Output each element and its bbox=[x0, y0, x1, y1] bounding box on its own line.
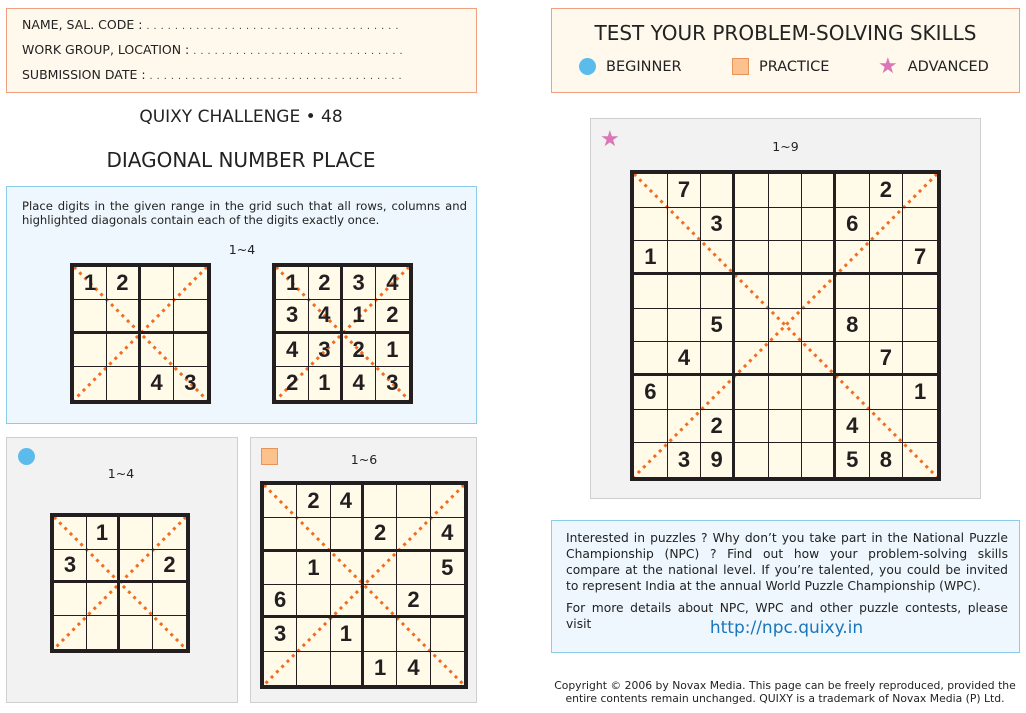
given-digit-cell[interactable]: 4 bbox=[836, 410, 870, 444]
empty-cell[interactable] bbox=[634, 410, 668, 444]
empty-cell[interactable] bbox=[431, 618, 464, 651]
star-icon: ★ bbox=[600, 127, 620, 152]
given-digit-cell[interactable]: 2 bbox=[870, 174, 904, 208]
empty-cell[interactable] bbox=[735, 241, 769, 275]
empty-cell[interactable] bbox=[174, 334, 207, 367]
empty-cell[interactable] bbox=[668, 376, 702, 410]
skills-title: TEST YOUR PROBLEM-SOLVING SKILLS bbox=[594, 21, 977, 45]
level-beginner bbox=[579, 58, 682, 75]
empty-cell[interactable] bbox=[903, 275, 937, 309]
empty-cell[interactable] bbox=[634, 443, 668, 477]
given-digit-cell[interactable]: 8 bbox=[836, 309, 870, 343]
empty-cell[interactable] bbox=[331, 652, 364, 685]
empty-cell[interactable] bbox=[870, 241, 904, 275]
empty-cell[interactable] bbox=[735, 275, 769, 309]
level-advanced bbox=[878, 54, 989, 79]
empty-cell[interactable] bbox=[87, 583, 120, 616]
field-dots: . . . . . . . . . . . . . . . . . . . . . . . . . . . . . . . . . . . . bbox=[149, 70, 403, 82]
given-digit-cell[interactable]: 2 bbox=[376, 300, 409, 333]
beginner-grid bbox=[50, 513, 190, 653]
given-digit-cell[interactable]: 9 bbox=[701, 443, 735, 477]
empty-cell[interactable] bbox=[87, 550, 120, 583]
given-digit-cell[interactable]: 2 bbox=[397, 585, 430, 618]
example-range: 1~4 bbox=[228, 242, 256, 257]
given-digit-cell[interactable]: 2 bbox=[343, 334, 376, 367]
empty-cell[interactable] bbox=[668, 275, 702, 309]
given-digit-cell[interactable]: 6 bbox=[634, 376, 668, 410]
empty-cell[interactable] bbox=[107, 300, 140, 333]
empty-cell[interactable] bbox=[802, 309, 836, 343]
empty-cell[interactable] bbox=[397, 552, 430, 585]
given-digit-cell[interactable]: 4 bbox=[309, 300, 342, 333]
given-digit-cell[interactable]: 2 bbox=[701, 410, 735, 444]
empty-cell[interactable] bbox=[141, 300, 174, 333]
empty-cell[interactable] bbox=[735, 443, 769, 477]
field-label: NAME, SAL. CODE : bbox=[22, 17, 143, 32]
practice-range: 1~6 bbox=[350, 452, 378, 467]
npc-link[interactable]: http://npc.quixy.in bbox=[709, 618, 864, 638]
empty-cell[interactable] bbox=[634, 275, 668, 309]
empty-cell[interactable] bbox=[634, 174, 668, 208]
empty-cell[interactable] bbox=[769, 376, 803, 410]
star-icon: ★ bbox=[878, 54, 898, 79]
empty-cell[interactable] bbox=[107, 367, 140, 400]
empty-cell[interactable] bbox=[735, 410, 769, 444]
empty-cell[interactable] bbox=[297, 585, 330, 618]
empty-cell[interactable] bbox=[802, 241, 836, 275]
empty-cell[interactable] bbox=[431, 652, 464, 685]
empty-cell[interactable] bbox=[802, 275, 836, 309]
empty-cell[interactable] bbox=[174, 267, 207, 300]
empty-cell[interactable] bbox=[153, 517, 186, 550]
empty-cell[interactable] bbox=[735, 208, 769, 242]
empty-cell[interactable] bbox=[836, 275, 870, 309]
empty-cell[interactable] bbox=[74, 300, 107, 333]
given-digit-cell[interactable]: 4 bbox=[668, 342, 702, 376]
given-digit-cell[interactable]: 1 bbox=[309, 367, 342, 400]
npc-info-box bbox=[551, 520, 1020, 653]
given-digit-cell[interactable]: 3 bbox=[309, 334, 342, 367]
square-icon bbox=[732, 58, 749, 75]
given-digit-cell[interactable]: 2 bbox=[107, 267, 140, 300]
empty-cell[interactable] bbox=[364, 485, 397, 518]
empty-cell[interactable] bbox=[903, 208, 937, 242]
empty-cell[interactable] bbox=[668, 309, 702, 343]
given-digit-cell[interactable]: 3 bbox=[54, 550, 87, 583]
puzzle-title: DIAGONAL NUMBER PLACE bbox=[106, 148, 376, 172]
empty-cell[interactable] bbox=[769, 208, 803, 242]
given-digit-cell[interactable]: 3 bbox=[184, 370, 197, 396]
given-digit-cell[interactable]: 6 bbox=[836, 208, 870, 242]
empty-cell[interactable] bbox=[120, 550, 153, 583]
empty-cell[interactable] bbox=[264, 518, 297, 551]
empty-cell[interactable] bbox=[701, 174, 735, 208]
empty-cell[interactable] bbox=[87, 616, 120, 649]
given-digit-cell[interactable]: 4 bbox=[431, 518, 464, 551]
given-digit-cell[interactable]: 1 bbox=[343, 300, 376, 333]
field-label: WORK GROUP, LOCATION : bbox=[22, 42, 190, 57]
advanced-grid bbox=[630, 170, 941, 481]
empty-cell[interactable] bbox=[701, 342, 735, 376]
empty-cell[interactable] bbox=[802, 443, 836, 477]
empty-cell[interactable] bbox=[264, 552, 297, 585]
given-digit-cell[interactable]: 7 bbox=[903, 241, 937, 275]
given-digit-cell[interactable]: 1 bbox=[364, 652, 397, 685]
given-digit-cell[interactable]: 5 bbox=[701, 309, 735, 343]
empty-cell[interactable] bbox=[107, 334, 140, 367]
given-digit-cell[interactable]: 2 bbox=[309, 267, 342, 300]
empty-cell[interactable] bbox=[331, 518, 364, 551]
form-field-date[interactable] bbox=[22, 67, 402, 82]
empty-cell[interactable] bbox=[903, 410, 937, 444]
empty-cell[interactable] bbox=[870, 208, 904, 242]
empty-cell[interactable] bbox=[120, 583, 153, 616]
empty-cell[interactable] bbox=[364, 552, 397, 585]
given-digit-cell[interactable]: 6 bbox=[264, 585, 297, 618]
given-digit-cell[interactable]: 7 bbox=[870, 342, 904, 376]
given-digit-cell[interactable]: 7 bbox=[668, 174, 702, 208]
empty-cell[interactable] bbox=[141, 334, 174, 367]
given-digit-cell[interactable]: 3 bbox=[701, 208, 735, 242]
empty-cell[interactable] bbox=[769, 443, 803, 477]
empty-cell[interactable] bbox=[701, 275, 735, 309]
empty-cell[interactable] bbox=[364, 618, 397, 651]
empty-cell[interactable] bbox=[54, 517, 87, 550]
practice-grid bbox=[260, 481, 468, 689]
empty-cell[interactable] bbox=[836, 174, 870, 208]
empty-cell[interactable] bbox=[297, 618, 330, 651]
level-practice bbox=[732, 58, 829, 75]
empty-cell[interactable] bbox=[836, 342, 870, 376]
empty-cell[interactable] bbox=[153, 583, 186, 616]
empty-cell[interactable] bbox=[397, 518, 430, 551]
level-label: BEGINNER bbox=[606, 58, 682, 75]
empty-cell[interactable] bbox=[870, 309, 904, 343]
empty-cell[interactable] bbox=[120, 616, 153, 649]
empty-cell[interactable] bbox=[634, 208, 668, 242]
challenge-number: QUIXY CHALLENGE • 48 bbox=[139, 107, 343, 127]
empty-cell[interactable] bbox=[903, 174, 937, 208]
empty-cell[interactable] bbox=[364, 585, 397, 618]
empty-cell[interactable] bbox=[174, 300, 207, 333]
empty-cell[interactable] bbox=[634, 309, 668, 343]
copyright-text: Copyright © 2006 by Novax Media. This page can be freely reproduced, provided the entire contents remain unchanged. QUIXY is a trademark of Novax Media (P) Ltd. bbox=[554, 679, 1016, 705]
empty-cell[interactable] bbox=[769, 309, 803, 343]
empty-cell[interactable] bbox=[297, 652, 330, 685]
given-digit-cell[interactable]: 1 bbox=[297, 552, 330, 585]
given-digit-cell[interactable]: 4 bbox=[141, 367, 174, 400]
given-digit-cell[interactable]: 3 bbox=[343, 267, 376, 300]
npc-details: For more details about NPC, WPC and other puzzle contests, please visit bbox=[566, 601, 1008, 631]
given-digit-cell[interactable]: 1 bbox=[634, 241, 668, 275]
level-label: PRACTICE bbox=[759, 58, 830, 75]
field-dots: . . . . . . . . . . . . . . . . . . . . . . . . . . . . . . . . . . . . bbox=[146, 20, 399, 32]
given-digit-cell[interactable]: 4 bbox=[276, 334, 309, 367]
empty-cell[interactable] bbox=[431, 585, 464, 618]
empty-cell[interactable] bbox=[769, 342, 803, 376]
field-dots: . . . . . . . . . . . . . . . . . . . . . . . . . . . . . . bbox=[193, 45, 404, 57]
given-digit-cell[interactable]: 2 bbox=[276, 367, 309, 400]
empty-cell[interactable] bbox=[769, 410, 803, 444]
empty-cell[interactable] bbox=[735, 174, 769, 208]
empty-cell[interactable] bbox=[397, 618, 430, 651]
given-digit-cell[interactable]: 5 bbox=[836, 443, 870, 477]
empty-cell[interactable] bbox=[141, 267, 174, 300]
circle-icon bbox=[18, 448, 35, 465]
given-digit-cell[interactable]: 1 bbox=[903, 376, 937, 410]
empty-cell[interactable] bbox=[802, 174, 836, 208]
empty-cell[interactable] bbox=[701, 241, 735, 275]
empty-cell[interactable] bbox=[331, 552, 364, 585]
circle-icon bbox=[579, 58, 596, 75]
instructions-text: Place digits in the given range in the grid such that all rows, columns and highlighted diagonals contain each of the digits exactly once. bbox=[22, 199, 467, 227]
empty-cell[interactable] bbox=[903, 443, 937, 477]
npc-paragraph: Interested in puzzles ? Why don’t you take part in the National Puzzle Championship (NPC) ? Find out how your problem-solving skills compare at the national level. If you’re talented, you could be invited to represent India at the annual World Puzzle Championship (WPC). bbox=[566, 531, 1008, 593]
empty-cell[interactable] bbox=[54, 583, 87, 616]
empty-cell[interactable] bbox=[431, 485, 464, 518]
submission-form bbox=[6, 8, 477, 93]
empty-cell[interactable] bbox=[74, 334, 107, 367]
form-field-workgroup[interactable] bbox=[22, 42, 403, 57]
empty-cell[interactable] bbox=[331, 585, 364, 618]
given-digit-cell[interactable]: 3 bbox=[386, 370, 399, 396]
empty-cell[interactable] bbox=[903, 342, 937, 376]
empty-cell[interactable] bbox=[120, 517, 153, 550]
given-digit-cell[interactable]: 1 bbox=[276, 267, 309, 300]
empty-cell[interactable] bbox=[769, 275, 803, 309]
empty-cell[interactable] bbox=[668, 410, 702, 444]
empty-cell[interactable] bbox=[153, 616, 186, 649]
empty-cell[interactable] bbox=[397, 485, 430, 518]
empty-cell[interactable] bbox=[668, 241, 702, 275]
beginner-range: 1~4 bbox=[107, 466, 135, 481]
empty-cell[interactable] bbox=[668, 208, 702, 242]
skills-header bbox=[551, 8, 1020, 93]
given-digit-cell[interactable]: 4 bbox=[331, 485, 364, 518]
given-digit-cell[interactable]: 3 bbox=[264, 618, 297, 651]
advanced-range: 1~9 bbox=[772, 139, 799, 154]
empty-cell[interactable] bbox=[836, 241, 870, 275]
example-solution-grid bbox=[272, 263, 413, 404]
given-digit-cell[interactable]: 1 bbox=[331, 618, 364, 651]
level-label: ADVANCED bbox=[907, 58, 989, 75]
given-digit-cell[interactable]: 3 bbox=[668, 443, 702, 477]
empty-cell[interactable] bbox=[802, 410, 836, 444]
empty-cell[interactable] bbox=[264, 485, 297, 518]
given-digit-cell[interactable]: 2 bbox=[364, 518, 397, 551]
given-digit-cell[interactable]: 4 bbox=[343, 367, 376, 400]
empty-cell[interactable] bbox=[735, 376, 769, 410]
given-digit-cell[interactable]: 8 bbox=[870, 443, 904, 477]
field-label: SUBMISSION DATE : bbox=[22, 67, 146, 82]
empty-cell[interactable] bbox=[54, 616, 87, 649]
example-puzzle-grid bbox=[70, 263, 211, 404]
given-digit-cell[interactable]: 1 bbox=[376, 334, 409, 367]
empty-cell[interactable] bbox=[903, 309, 937, 343]
empty-cell[interactable] bbox=[264, 652, 297, 685]
empty-cell[interactable] bbox=[74, 367, 107, 400]
empty-cell[interactable] bbox=[634, 342, 668, 376]
given-digit-cell[interactable]: 4 bbox=[397, 652, 430, 685]
given-digit-cell[interactable]: 1 bbox=[74, 267, 107, 300]
empty-cell[interactable] bbox=[836, 376, 870, 410]
given-digit-cell[interactable]: 5 bbox=[431, 552, 464, 585]
given-digit-cell[interactable]: 2 bbox=[153, 550, 186, 583]
empty-cell[interactable] bbox=[802, 208, 836, 242]
given-digit-cell[interactable]: 4 bbox=[376, 267, 409, 300]
empty-cell[interactable] bbox=[735, 309, 769, 343]
empty-cell[interactable] bbox=[870, 376, 904, 410]
empty-cell[interactable] bbox=[802, 376, 836, 410]
empty-cell[interactable] bbox=[769, 174, 803, 208]
empty-cell[interactable] bbox=[802, 342, 836, 376]
given-digit-cell[interactable]: 2 bbox=[297, 485, 330, 518]
form-field-name[interactable] bbox=[22, 17, 399, 32]
empty-cell[interactable] bbox=[297, 518, 330, 551]
empty-cell[interactable] bbox=[870, 275, 904, 309]
given-digit-cell[interactable]: 3 bbox=[276, 300, 309, 333]
empty-cell[interactable] bbox=[870, 410, 904, 444]
empty-cell[interactable] bbox=[769, 241, 803, 275]
empty-cell[interactable] bbox=[735, 342, 769, 376]
given-digit-cell[interactable]: 1 bbox=[87, 517, 120, 550]
empty-cell[interactable] bbox=[701, 376, 735, 410]
